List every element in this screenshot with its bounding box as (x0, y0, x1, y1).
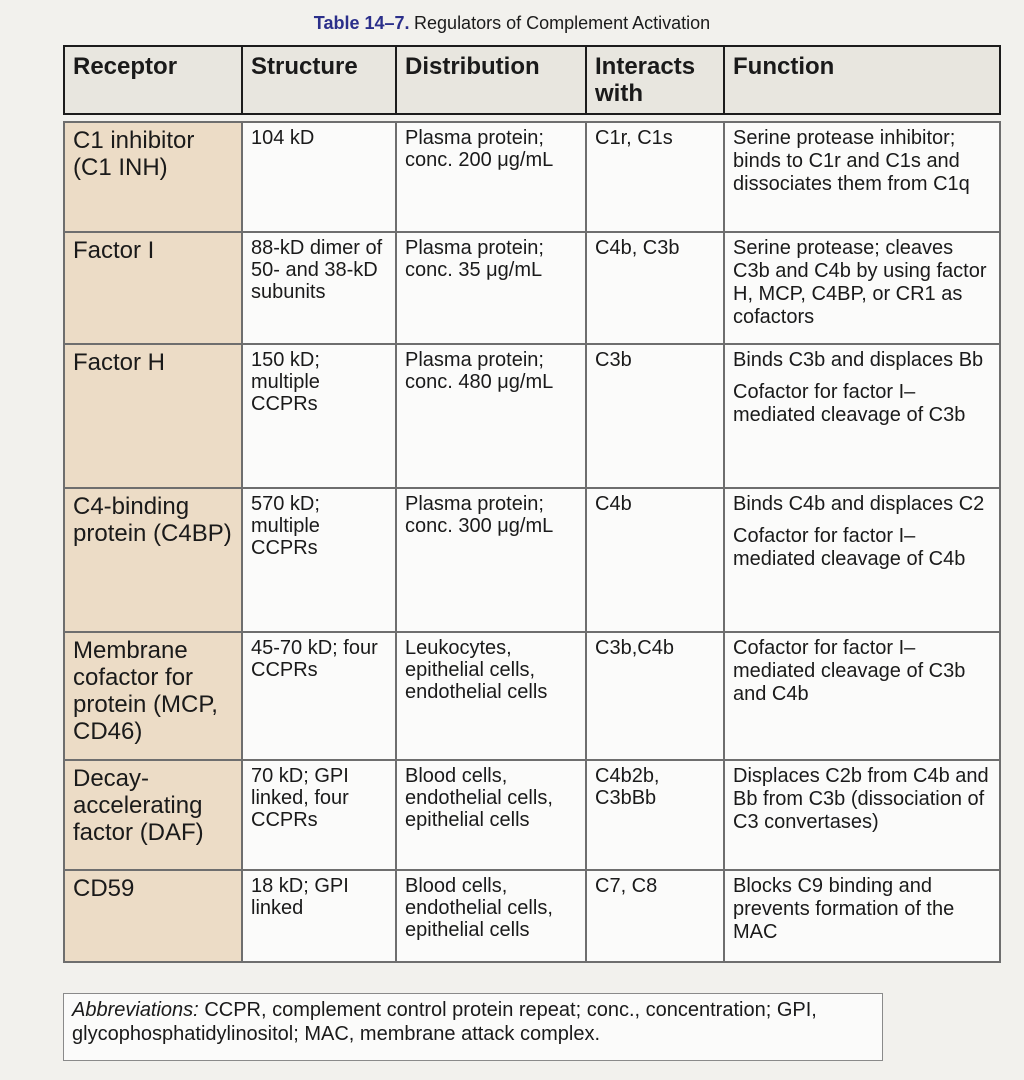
distribution-cell: Plasma protein; conc. 480 μg/mL (396, 344, 586, 488)
structure-cell: 45-70 kD; four CCPRs (242, 632, 396, 760)
table-row (64, 122, 1000, 232)
interacts-cell: C1r, C1s (586, 122, 724, 232)
interacts-cell: C4b2b, C3bBb (586, 760, 724, 870)
structure-cell: 70 kD; GPI linked, four CCPRs (242, 760, 396, 870)
abbreviations-lead: Abbreviations: (72, 999, 199, 1021)
abbreviations-text: CCPR, complement control protein repeat; conc., concentration; GPI, glycophosphatidylinositol; MAC, membrane attack complex. (72, 999, 817, 1045)
function-cell (724, 870, 1000, 962)
table-row (64, 488, 1000, 632)
table-row (64, 632, 1000, 760)
table-number: Table 14–7. (313, 13, 410, 33)
distribution-cell: Plasma protein; conc. 200 μg/mL (396, 122, 586, 232)
structure-cell: 88-kD dimer of 50- and 38-kD subunits (242, 232, 396, 344)
distribution-cell: Blood cells, endothelial cells, epithelial cells (396, 870, 586, 962)
table-title: Regulators of Complement Activation (414, 13, 711, 33)
function-text: Binds C4b and displaces C2 (733, 493, 985, 515)
table-row (64, 760, 1000, 870)
function-text: Cofactor for factor I–mediated cleavage of C3b (733, 381, 966, 426)
header-row (64, 46, 1000, 114)
table-row (64, 232, 1000, 344)
interacts-cell: C3b,C4b (586, 632, 724, 760)
column-header: Function (724, 46, 1000, 114)
receptor-cell: Factor H (64, 344, 242, 488)
distribution-cell: Blood cells, endothelial cells, epithelial cells (396, 760, 586, 870)
column-header: Structure (242, 46, 396, 114)
receptor-cell: CD59 (64, 870, 242, 962)
receptor-cell: C4-binding protein (C4BP) (64, 488, 242, 632)
structure-cell: 104 kD (242, 122, 396, 232)
receptor-cell: Decay-accelerating factor (DAF) (64, 760, 242, 870)
function-text: Binds C3b and displaces Bb (733, 349, 984, 371)
function-text: Displaces C2b from C4b and Bb from C3b (dissociation of C3 convertases) (733, 765, 989, 833)
function-text: Serine protease inhibitor; binds to C1r and C1s and dissociates them from C1q (733, 127, 970, 195)
distribution-cell: Leukocytes, epithelial cells, endothelial cells (396, 632, 586, 760)
distribution-cell: Plasma protein; conc. 300 μg/mL (396, 488, 586, 632)
receptor-cell: Membrane cofactor for protein (MCP, CD46) (64, 632, 242, 760)
distribution-cell: Plasma protein; conc. 35 μg/mL (396, 232, 586, 344)
interacts-cell: C4b, C3b (586, 232, 724, 344)
structure-cell: 150 kD; multiple CCPRs (242, 344, 396, 488)
regulators-table (63, 45, 1001, 963)
function-cell (724, 632, 1000, 760)
interacts-cell: C3b (586, 344, 724, 488)
abbreviations-note (63, 993, 883, 1061)
receptor-cell: Factor I (64, 232, 242, 344)
function-cell (724, 344, 1000, 488)
structure-cell: 18 kD; GPI linked (242, 870, 396, 962)
column-header: Receptor (64, 46, 242, 114)
function-text: Cofactor for factor I–mediated cleavage of C4b (733, 525, 966, 570)
interacts-cell: C4b (586, 488, 724, 632)
function-cell (724, 488, 1000, 632)
table-caption (0, 10, 1024, 36)
table-body (64, 114, 1000, 962)
column-header: Interacts with (586, 46, 724, 114)
function-cell (724, 232, 1000, 344)
table-row (64, 870, 1000, 962)
function-cell (724, 122, 1000, 232)
function-text: Cofactor for factor I–mediated cleavage of C3b and C4b (733, 637, 966, 705)
function-cell (724, 760, 1000, 870)
function-text: Blocks C9 binding and prevents formation of the MAC (733, 875, 955, 943)
interacts-cell: C7, C8 (586, 870, 724, 962)
column-header: Distribution (396, 46, 586, 114)
table-row (64, 344, 1000, 488)
receptor-cell: C1 inhibitor (C1 INH) (64, 122, 242, 232)
function-text: Serine protease; cleaves C3b and C4b by using factor H, MCP, C4BP, or CR1 as cofactors (733, 237, 987, 328)
structure-cell: 570 kD; multiple CCPRs (242, 488, 396, 632)
